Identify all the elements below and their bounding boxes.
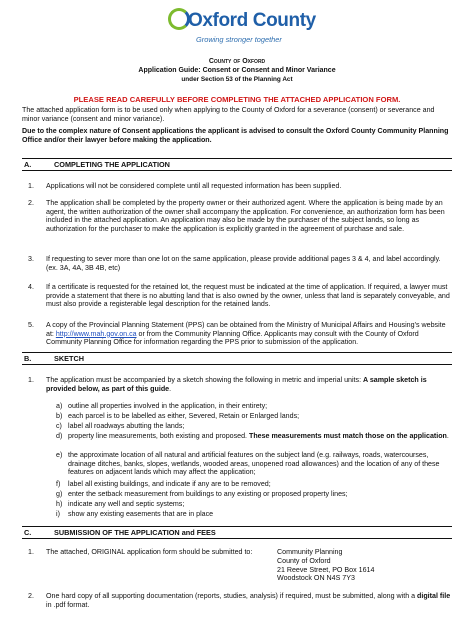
section-c-letter: C. [24, 528, 32, 537]
subitem-text-bold: These measurements must match those on the application [249, 432, 447, 440]
subitem-letter: c) [56, 422, 62, 430]
item-text [46, 321, 452, 347]
subitem-letter: h) [56, 500, 63, 508]
warning-notice: PLEASE READ CAREFULLY BEFORE COMPLETING THE ATTACHED APPLICATION FORM. [73, 95, 401, 104]
item-text: The application shall be completed by the property owner or their authorized agent. Where the application is being made by an agent, the written authorization of the owner shall accompany the application. For convenience, an authorization form has been included in the attached application. An application may also be made by the purchaser of the subject lands, so long as authorization for the purchaser to make the application is explicitly granted in the agreement of purchase and sale. [46, 199, 445, 234]
sketch-subitem-i [50, 510, 450, 519]
subitem-letter: d) [56, 432, 63, 440]
section-a-item-4 [22, 283, 452, 309]
header-guide-title: Application Guide: Consent or Consent and Minor Variance [138, 67, 336, 74]
section-b-letter: B. [24, 354, 32, 363]
item-text-part: or from the Community Planning Office. Applicants may consult with the County of Oxford Community Planning Office for information regarding the PPS prior to submission of the application. [46, 329, 419, 347]
subitem-text-part: . [446, 432, 449, 440]
sketch-subitem-g [50, 490, 450, 499]
section-c-item-2 [22, 592, 452, 609]
item-text-part: . [169, 384, 172, 393]
subitem-letter: e) [56, 451, 63, 459]
subitem-text: show any existing easements that are in place [68, 510, 214, 518]
item-number: 5. [28, 321, 34, 329]
section-a-letter: A. [24, 160, 32, 169]
item-text-bold: digital file [417, 592, 451, 600]
mah-website-link[interactable]: http://www.mah.gov.on.ca [55, 329, 137, 338]
item-text: The attached, ORIGINAL application form should be submitted to: [46, 548, 253, 556]
item-number: 2. [28, 592, 34, 600]
section-a-title: COMPLETING THE APPLICATION [54, 160, 170, 169]
address-line: 21 Reeve Street, PO Box 1614 [277, 565, 375, 574]
subitem-text: the approximate location of all natural and artificial features on the subject land (e.g. railways, roads, watercourses, drainage ditches, banks, slopes, wetlands, wooded areas, unopened road allowances) and the location of any of these features on adjacent lands which may affect the application; [68, 451, 440, 477]
sketch-subitem-a [50, 402, 450, 411]
section-a-item-3 [22, 255, 452, 272]
section-c-heading [22, 526, 452, 539]
item-text-bold: A sample sketch is provided below, as part of this guide [46, 376, 427, 393]
sketch-subitem-h [50, 500, 450, 509]
header-county: County of Oxford [208, 58, 266, 65]
sketch-subitem-f [50, 480, 450, 489]
section-b-heading [22, 352, 452, 365]
section-a-item-2 [22, 199, 452, 234]
item-text-part: One hard copy of all supporting documentation (reports, studies, analysis) if required, must be submitted, along with a [46, 592, 418, 600]
address-line: Woodstock ON N4S 7Y3 [277, 574, 355, 583]
section-a-item-5 [22, 321, 452, 347]
item-number: 3. [28, 255, 34, 263]
item-text-part: A copy of the Provincial Planning Statement (PPS) can be obtained from the Ministry of Municipal Affairs and Housing’s website at: [46, 321, 446, 338]
subitem-text-part: property line measurements, both existing and proposed. [68, 432, 249, 440]
item-number: 4. [28, 283, 34, 291]
subitem-text: label all roadways abutting the lands; [68, 422, 185, 430]
section-c-title: SUBMISSION OF THE APPLICATION and FEES [54, 528, 216, 537]
subitem-text: indicate any well and septic systems; [68, 500, 185, 508]
item-text: If a certificate is requested for the retained lot, the request must be indicated at the time of application. If required, a lawyer must provide a statement that there is no abutting land that is also owned by the owner, unless that land is separately conveyable, and must also provide a registerable legal description for the retained lands. [46, 283, 450, 309]
subitem-letter: a) [56, 402, 63, 410]
section-a-item-1 [22, 182, 452, 191]
subitem-letter: b) [56, 412, 63, 420]
subitem-letter: i) [56, 510, 60, 518]
logo-tagline: Growing stronger together [196, 35, 282, 44]
item-number: 1. [28, 376, 34, 384]
section-b-item-1 [22, 376, 452, 393]
item-text-part: in .pdf format. [46, 600, 90, 609]
submission-address [277, 548, 374, 583]
subitem-text: enter the setback measurement from buildings to any existing or proposed property lines; [68, 490, 348, 498]
subitem-text [68, 432, 450, 441]
sketch-subitem-d [50, 432, 450, 441]
item-number: 1. [28, 182, 34, 190]
logo-wordmark: Oxford County [188, 10, 316, 31]
logo-ring-icon [168, 8, 190, 30]
header-subtitle: under Section 53 of the Planning Act [181, 76, 293, 83]
subitem-letter: g) [56, 490, 63, 498]
sketch-subitem-c [50, 422, 450, 431]
subitem-text: each parcel is to be labelled as either, Severed, Retain or Enlarged lands; [68, 412, 300, 420]
item-text: If requesting to sever more than one lot on the same application, please provide additional pages 3 & 4, and label accordingly. (ex. 3A, 4A, 3B 4B, etc) [46, 255, 441, 272]
subitem-text: label all existing buildings, and indicate if any are to be removed; [68, 480, 271, 488]
item-number: 1. [28, 548, 34, 556]
advice-paragraph: Due to the complex nature of Consent applications the applicant is advised to consult the Oxford County Community Planning Office and/or their lawyer before making the application. [22, 127, 449, 144]
item-number: 2. [28, 199, 34, 207]
address-line: County of Oxford [277, 556, 331, 565]
section-b-title: SKETCH [54, 354, 84, 363]
sketch-subitem-b [50, 412, 450, 421]
item-text-part: The application must be accompanied by a sketch showing the following in metric and imperial units: [46, 376, 364, 384]
section-a-heading [22, 158, 452, 171]
item-text: Applications will not be considered complete until all requested information has been supplied. [46, 182, 342, 190]
item-text [46, 592, 452, 609]
subitem-letter: f) [56, 480, 61, 488]
intro-paragraph: The attached application form is to be used only when applying to the County of Oxford for a severance (consent) or severance and minor variance (consent and minor variance). [22, 106, 435, 123]
subitem-text: outline all properties involved in the application, in their entirety; [68, 402, 268, 410]
section-c-item-1 [22, 548, 272, 557]
sketch-subitem-e [50, 451, 450, 477]
oxford-county-logo [168, 6, 318, 50]
item-text [46, 376, 452, 393]
address-line: Community Planning [277, 548, 343, 556]
